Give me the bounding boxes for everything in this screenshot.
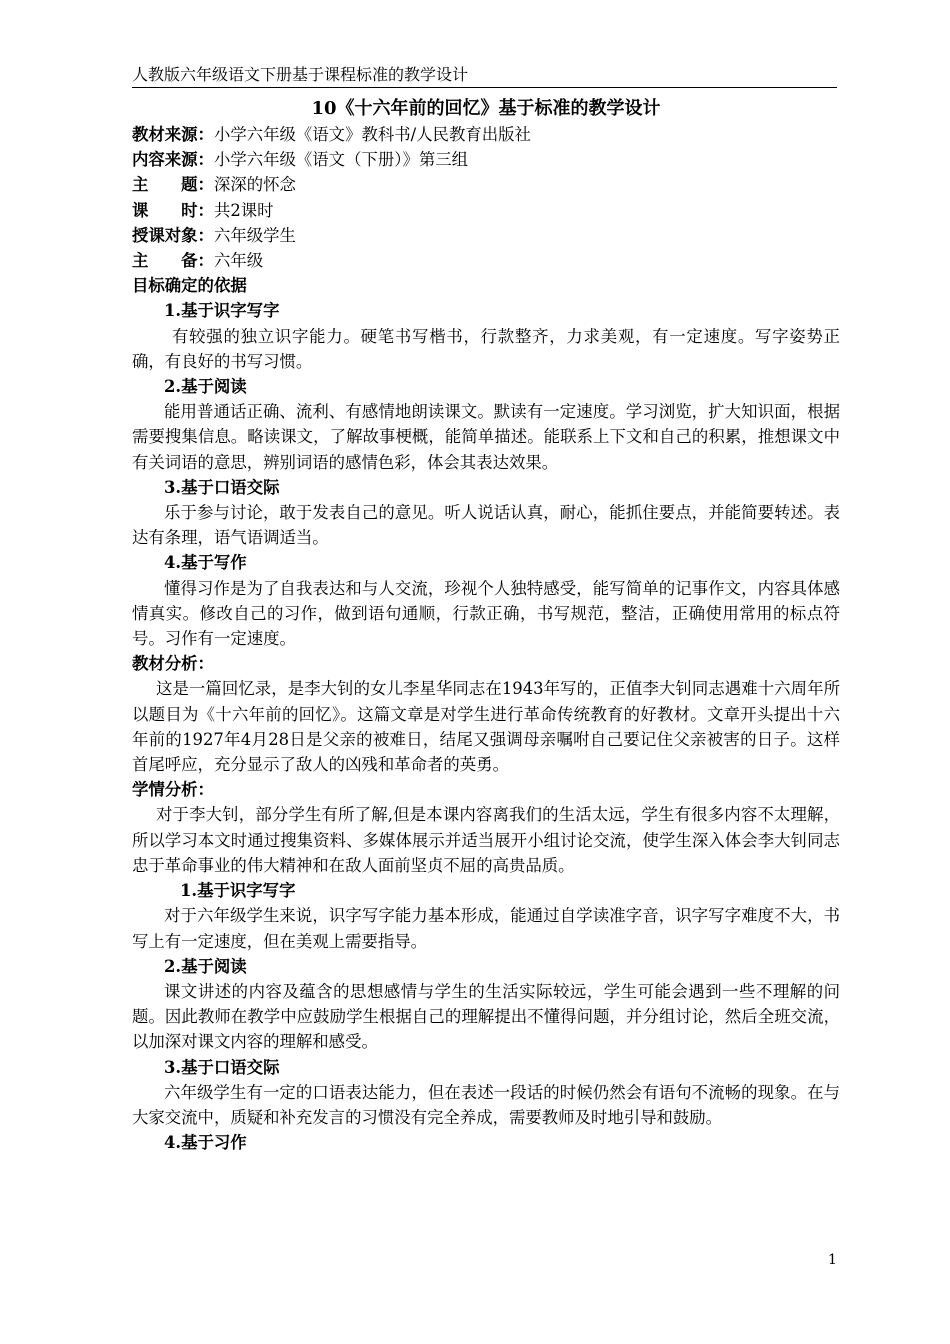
students-subheading: 4.基于习作 bbox=[164, 1133, 247, 1153]
material-paragraph: 这是一篇回忆录，是李大钊的女儿李星华同志在1943年写的，正值李大钊同志遇难十六周年所以题目为《十六年前的回忆》。这篇文章是对学生进行革命传统教育的好教材。文章开头提出十六年前的1927年4月28日是父亲的被难日，结尾又强调母亲嘱咐自己要记住父亲被害的日子。这样首尾呼应，充分显示了敌人的凶残和革命者的英勇。 bbox=[132, 679, 840, 775]
students-subheading: 3.基于口语交际 bbox=[164, 1057, 280, 1077]
students-paragraph: 对于李大钊，部分学生有所了解,但是本课内容离我们的生活太远，学生有很多内容不太理解，所以学习本文时通过搜集资料、多媒体展示并适当展开小组讨论交流，使学生深入体会李大钊同志忠于革命事业的伟大精神和在敌人面前坚贞不屈的高贵品质。 bbox=[132, 805, 840, 875]
meta-value: 小学六年级《语文》教科书/人民教育出版社 bbox=[213, 125, 531, 144]
meta-key: 授课对象： bbox=[132, 225, 214, 245]
students-paragraph: 课文讲述的内容及蕴含的思想感情与学生的生活实际较远，学生可能会遇到一些不理解的问题。因此教师在教学中应鼓励学生根据自己的理解提出不懂得问题，并分组讨论，然后全班交流，以加深对课文内容的理解和感受。 bbox=[132, 981, 840, 1052]
basis-paragraph: 能用普通话正确、流利、有感情地朗读课文。默读有一定速度。学习浏览，扩大知识面，根据需要搜集信息。略读课文，了解故事梗概，能简单描述。能联系上下文和自己的积累，推想课文中有关词语的意思，辨别词语的感情色彩，体会其表达效果。 bbox=[132, 402, 840, 472]
meta-value: 共2课时 bbox=[213, 200, 274, 220]
meta-value: 小学六年级《语文（下册）》第三组 bbox=[213, 150, 469, 170]
meta-row-content bbox=[132, 147, 840, 172]
meta-value: 六年级学生 bbox=[213, 225, 296, 245]
students-subheading: 1.基于识字写字 bbox=[180, 881, 296, 901]
meta-row-audience bbox=[132, 223, 840, 248]
meta-key: 主 题： bbox=[132, 175, 214, 195]
basis-subheading: 2.基于阅读 bbox=[164, 377, 247, 397]
meta-key: 课 时： bbox=[132, 200, 214, 220]
meta-value: 六年级 bbox=[213, 251, 264, 271]
material-heading: 教材分析： bbox=[132, 654, 214, 674]
basis-paragraph: 懂得习作是为了自我表达和与人交流，珍视个人独特感受，能写简单的记事作文，内容具体感情真实。修改自己的习作，做到语句通顺，行款正确，书写规范，整洁，正确使用常用的标点符号。习作有一定速度。 bbox=[132, 578, 840, 649]
meta-key: 主 备： bbox=[132, 251, 214, 271]
basis-subheading: 1.基于识字写字 bbox=[164, 301, 280, 321]
students-subheading: 2.基于阅读 bbox=[164, 956, 247, 976]
running-header: 人教版六年级语文下册基于课程标准的教学设计 bbox=[132, 64, 837, 88]
basis-paragraph: 有较强的独立识字能力。硬笔书写楷书，行款整齐，力求美观，有一定速度。写字姿势正确，有良好的书写习惯。 bbox=[132, 326, 840, 371]
meta-row-periods bbox=[132, 198, 840, 223]
meta-row-preparer bbox=[132, 248, 840, 273]
meta-key: 内容来源： bbox=[132, 150, 214, 170]
meta-value: 深深的怀念 bbox=[213, 175, 296, 195]
students-paragraph: 六年级学生有一定的口语表达能力，但在表述一段话的时候仍然会有语句不流畅的现象。在与大家交流中，质疑和补充发言的习惯没有完全养成，需要教师及时地引导和鼓励。 bbox=[132, 1082, 840, 1127]
meta-key: 教材来源： bbox=[132, 125, 214, 144]
page-number: 1 bbox=[828, 1252, 837, 1268]
students-heading: 学情分析： bbox=[132, 780, 214, 800]
basis-subheading: 3.基于口语交际 bbox=[164, 477, 280, 497]
meta-row-source bbox=[132, 122, 840, 147]
basis-heading: 目标确定的依据 bbox=[132, 276, 247, 296]
document-body bbox=[132, 96, 840, 1155]
meta-block bbox=[132, 122, 840, 273]
basis-subheading: 4.基于写作 bbox=[164, 553, 247, 573]
students-paragraph: 对于六年级学生来说，识字写字能力基本形成，能通过自学读准字音，识字写字难度不大，书写上有一定速度，但在美观上需要指导。 bbox=[132, 906, 840, 951]
document-title: 10《十六年前的回忆》基于标准的教学设计 bbox=[311, 98, 661, 119]
meta-row-theme bbox=[132, 172, 840, 197]
basis-paragraph: 乐于参与讨论，敢于发表自己的意见。听人说话认真，耐心，能抓住要点，并能简要转述。表达有条理，语气语调适当。 bbox=[132, 503, 840, 548]
